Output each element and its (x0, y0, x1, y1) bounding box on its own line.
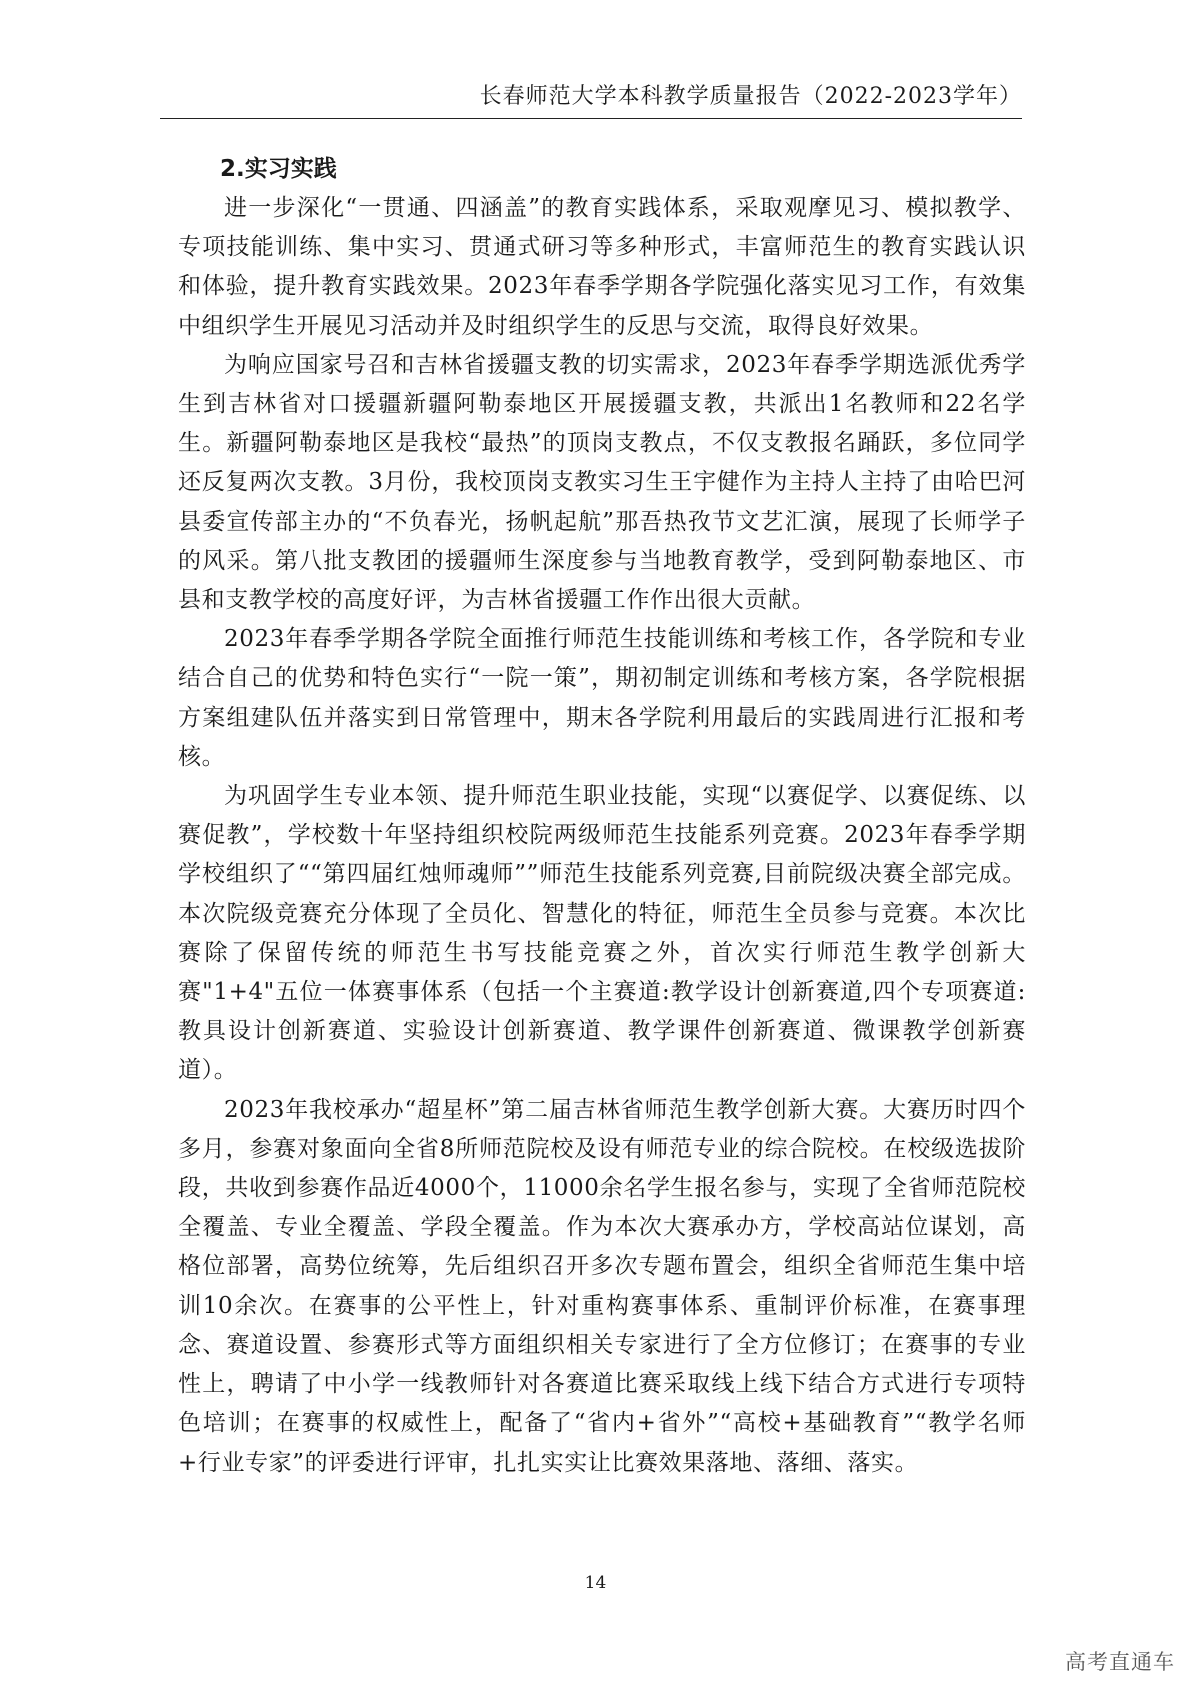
paragraph-xinjiang-teaching: 为响应国家号召和吉林省援疆支教的切实需求，2023年春季学期选派优秀学生到吉林省对口援疆新疆阿勒泰地区开展援疆支教，共派出1名教师和22名学生。新疆阿勒泰地区是我校“最热”的顶岗支教点，不仅支教报名踊跃，多位同学还反复两次支教。3月份，我校顶岗支教实习生王宇健作为主持人主持了由哈巴河县委宣传部主办的“不负春光，扬帆起航”那吾热孜节文艺汇演，展现了长师学子的风采。第八批支教团的援疆师生深度参与当地教育教学，受到阿勒泰地区、市县和支教学校的高度好评，为吉林省援疆工作作出很大贡献。 (178, 351, 1026, 614)
watermark-text: 高考直通车 (1065, 1650, 1175, 1674)
paragraph-practice-system: 进一步深化“一贯通、四涵盖”的教育实践体系，采取观摩见习、模拟教学、专项技能训练、集中实习、贯通式研习等多种形式，丰富师范生的教育实践认识和体验，提升教育实践效果。2023年春季学期各学院强化落实见习工作，有效集中组织学生开展见习活动并及时组织学生的反思与交流，取得良好效果。 (178, 195, 1026, 339)
page-number: 14 (584, 1573, 607, 1593)
paragraph-skills-competition: 为巩固学生专业本领、提升师范生职业技能，实现“以赛促学、以赛促练、以赛促教”，学校数十年坚持组织校院两级师范生技能系列竞赛。2023年春季学期学校组织了““第四届红烛师魂师””师范生技能系列竞赛,目前院级决赛全部完成。本次院级竞赛充分体现了全员化、智慧化的特征，师范生全员参与竞赛。本次比赛除了保留传统的师范生书写技能竞赛之外，首次实行师范生教学创新大赛"1+4"五位一体赛事体系（包括一个主赛道:教学设计创新赛道,四个专项赛道:教具设计创新赛道、实验设计创新赛道、教学课件创新赛道、微课教学创新赛道）。 (178, 783, 1026, 1084)
main-content (178, 150, 1026, 1483)
section-heading: 2.实习实践 (220, 156, 337, 182)
paragraph-innovation-contest: 2023年我校承办“超星杯”第二届吉林省师范生教学创新大赛。大赛历时四个多月，参赛对象面向全省8所师范院校及设有师范专业的综合院校。在校级选拔阶段，共收到参赛作品近4000个，11000余名学生报名参与，实现了全省师范院校全覆盖、专业全覆盖、学段全覆盖。作为本次大赛承办方，学校高站位谋划，高格位部署，高势位统筹，先后组织召开多次专题布置会，组织全省师范生集中培训10余次。在赛事的公平性上，针对重构赛事体系、重制评价标准，在赛事理念、赛道设置、参赛形式等方面组织相关专家进行了全方位修订；在赛事的专业性上，聘请了中小学一线教师针对各赛道比赛采取线上线下结合方式进行专项特色培训；在赛事的权威性上，配备了“省内+省外”“高校+基础教育”“教学名师+行业专家”的评委进行评审，扎扎实实让比赛效果落地、落细、落实。 (178, 1096, 1026, 1476)
page-header (160, 82, 1022, 119)
report-title: 长春师范大学本科教学质量报告（2022-2023学年） (479, 84, 1022, 109)
paragraph-skills-training: 2023年春季学期各学院全面推行师范生技能训练和考核工作，各学院和专业结合自己的优势和特色实行“一院一策”，期初制定训练和考核方案，各学院根据方案组建队伍并落实到日常管理中，期末各学院利用最后的实践周进行汇报和考核。 (178, 626, 1026, 770)
